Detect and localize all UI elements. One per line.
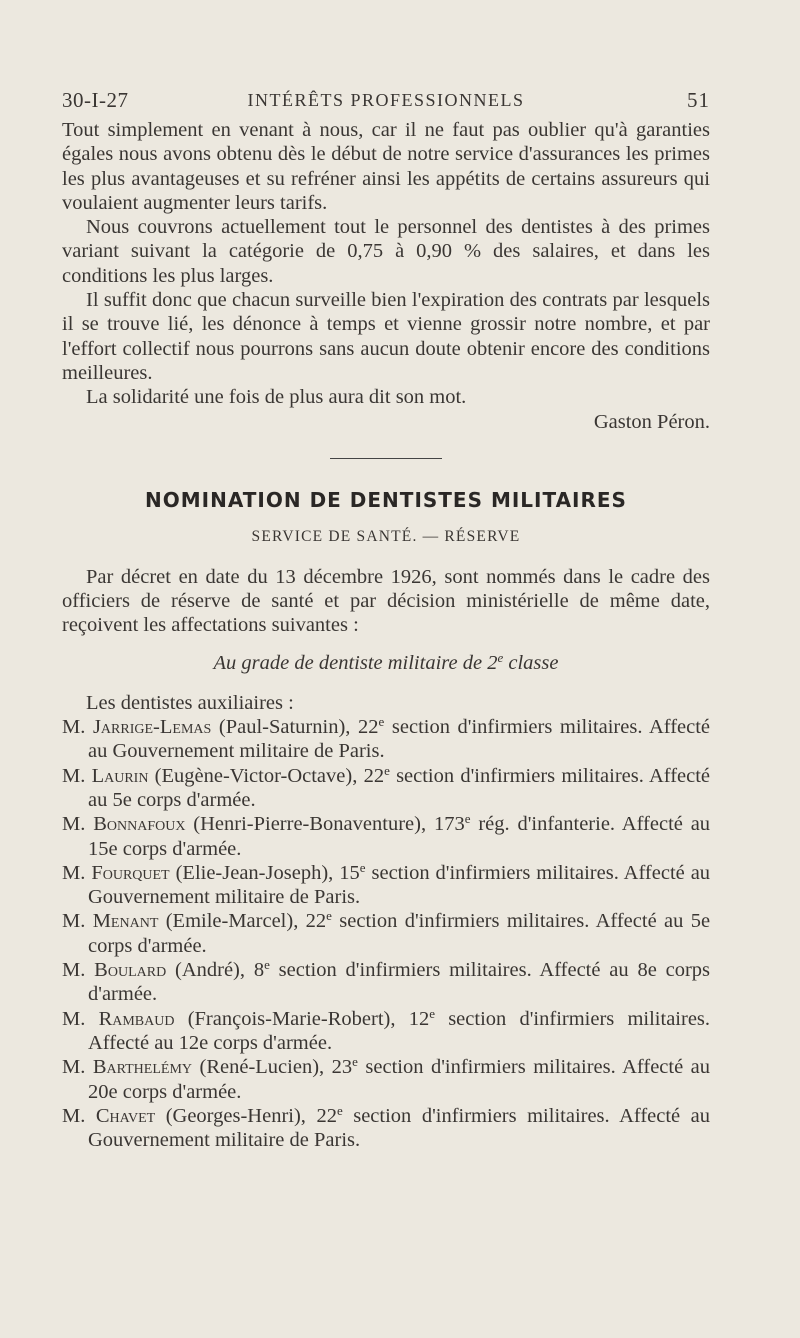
issue-date: 30-I-27 <box>62 88 129 112</box>
honorific: M. <box>62 764 86 787</box>
assignment-text: Affecté au 8e corps d'armée. <box>88 959 711 1006</box>
section-subtitle: SERVICE DE SANTÉ. — RÉSERVE <box>251 527 521 545</box>
dentist-first-names: (André), <box>175 959 246 982</box>
nomination-list <box>62 715 710 1152</box>
assignment-text: Affecté au 20e corps d'armée. <box>88 1056 711 1103</box>
paragraph-continuation: Tout simplement en venant à nous, car il ne faut pas oublier qu'à garanties égales nous avons obtenu dès le début de notre service d'assurances les primes les plus avantageuses et su refréner ainsi les appétits de certains assureurs qui voulaient augmenter leurs tarifs. <box>62 119 710 214</box>
honorific: M. <box>62 716 86 739</box>
ordinal-suffix: e <box>429 1005 435 1021</box>
honorific: M. <box>62 959 86 982</box>
unit-number: 22 <box>358 716 379 739</box>
ordinal-suffix: e <box>378 714 385 730</box>
nomination-entry <box>62 1104 710 1153</box>
unit-name: section d'infirmiers militaires. <box>365 1056 616 1079</box>
ordinal-suffix: e <box>384 762 390 778</box>
dentist-surname: Boulard <box>94 959 167 982</box>
grade-heading: Au grade de dentiste militaire de 2e classe <box>213 649 559 674</box>
section-title: NOMINATION DE DENTISTES MILITAIRES <box>145 487 627 512</box>
unit-name: section d'infirmiers militaires. <box>371 861 619 884</box>
dentist-first-names: (Paul-Saturnin), <box>218 716 351 739</box>
honorific: M. <box>62 910 86 933</box>
dentist-first-names: (Elie-Jean-Joseph), <box>175 861 334 884</box>
paragraph: La solidarité une fois de plus aura dit son mot. <box>86 386 467 409</box>
unit-number: 173 <box>433 813 465 836</box>
unit-name: section d'infirmiers militaires. <box>339 910 590 933</box>
unit-number: 12 <box>408 1007 430 1030</box>
nomination-entry <box>62 812 710 861</box>
unit-number: 15 <box>339 861 360 884</box>
unit-name: rég. d'infanterie. <box>478 813 616 836</box>
assignment-text: Affecté au Gouvernement militaire de Paris. <box>88 716 711 763</box>
assignment-text: Affecté au 5e corps d'armée. <box>88 764 711 811</box>
dentist-first-names: (François-Marie-Robert), <box>187 1007 396 1030</box>
ordinal-suffix: e <box>464 811 471 827</box>
dentist-first-names: (Emile-Marcel), <box>165 910 299 933</box>
dentist-surname: Barthelémy <box>92 1056 193 1079</box>
unit-name: section d'infirmiers militaires. <box>278 959 532 982</box>
nomination-entry <box>62 1055 710 1104</box>
unit-name: section d'infirmiers militaires. <box>448 1007 711 1030</box>
dentist-surname: Fourquet <box>91 861 170 884</box>
running-title: INTÉRÊTS PROFESSIONNELS <box>247 90 525 110</box>
honorific: M. <box>62 861 86 884</box>
dentist-surname: Menant <box>92 910 159 933</box>
assignment-text: Affecté au Gouvernement militaire de Paris. <box>88 861 711 909</box>
assignment-text: Affecté au 15e corps d'armée. <box>88 813 711 860</box>
paragraph: Il suffit donc que chacun surveille bien l'expiration des contrats par lesquels il se trouve lié, les dénonce à temps et vienne grossir notre nombre, et par l'effort collectif nous pourrons sans aucun doute obtenir encore des conditions meilleures. <box>62 289 710 384</box>
unit-number: 23 <box>331 1056 353 1079</box>
unit-name: section d'infirmiers militaires. <box>391 716 643 739</box>
dentist-surname: Rambaud <box>98 1007 175 1030</box>
unit-number: 22 <box>316 1104 337 1127</box>
nomination-entry <box>62 909 710 958</box>
dentist-first-names: (Eugène-Victor-Octave), <box>154 764 358 787</box>
paragraph: Nous couvrons actuellement tout le personnel des dentistes à des primes variant suivant la catégorie de 0,75 à 0,90 % des salaires, et dans les conditions les plus larges. <box>62 216 710 287</box>
section-divider <box>330 458 442 459</box>
dentist-first-names: (Henri-Pierre-Bonaventure), <box>193 813 427 836</box>
author-signature: Gaston Péron. <box>593 410 710 433</box>
nomination-entry <box>62 958 710 1007</box>
unit-number: 22 <box>305 910 327 933</box>
honorific: M. <box>62 813 86 836</box>
dentist-surname: Chavet <box>95 1104 156 1127</box>
ordinal-suffix: e <box>352 1054 358 1070</box>
running-head <box>62 88 710 118</box>
assignment-text: Affecté au Gouvernement militaire de Paris. <box>88 1104 711 1152</box>
nomination-entry <box>62 715 710 764</box>
ordinal-suffix: e <box>336 1102 343 1118</box>
dentist-surname: Laurin <box>91 764 149 787</box>
unit-name: section d'infirmiers militaires. <box>396 764 644 787</box>
assignment-text: Affecté au 12e corps d'armée. <box>88 1031 333 1054</box>
list-intro: Les dentistes auxiliaires : <box>86 691 294 714</box>
nomination-entry <box>62 1007 710 1056</box>
dentist-first-names: (René-Lucien), <box>199 1056 325 1079</box>
dentist-surname: Jarrige-Lemas <box>92 716 212 739</box>
unit-number: 22 <box>363 764 385 787</box>
decree-paragraph: Par décret en date du 13 décembre 1926, sont nommés dans le cadre des officiers de réserve de santé et par décision ministérielle de même date, reçoivent les affectations suivantes : <box>62 565 710 637</box>
ordinal-suffix: e <box>264 957 270 973</box>
assignment-text: Affecté au 5e corps d'armée. <box>88 910 711 957</box>
ordinal-suffix: e <box>326 908 332 924</box>
page-number: 51 <box>687 88 710 112</box>
honorific: M. <box>62 1007 86 1030</box>
dentist-surname: Bonnafoux <box>93 813 186 836</box>
nomination-entry <box>62 861 710 910</box>
nomination-entry <box>62 764 710 813</box>
unit-name: section d'infirmiers militaires. <box>353 1104 610 1127</box>
dentist-first-names: (Georges-Henri), <box>165 1104 306 1127</box>
book-page <box>62 88 710 1152</box>
honorific: M. <box>62 1056 86 1079</box>
unit-number: 8 <box>253 959 265 982</box>
honorific: M. <box>62 1104 86 1127</box>
ordinal-suffix: e <box>359 859 366 875</box>
article-body <box>62 118 710 434</box>
